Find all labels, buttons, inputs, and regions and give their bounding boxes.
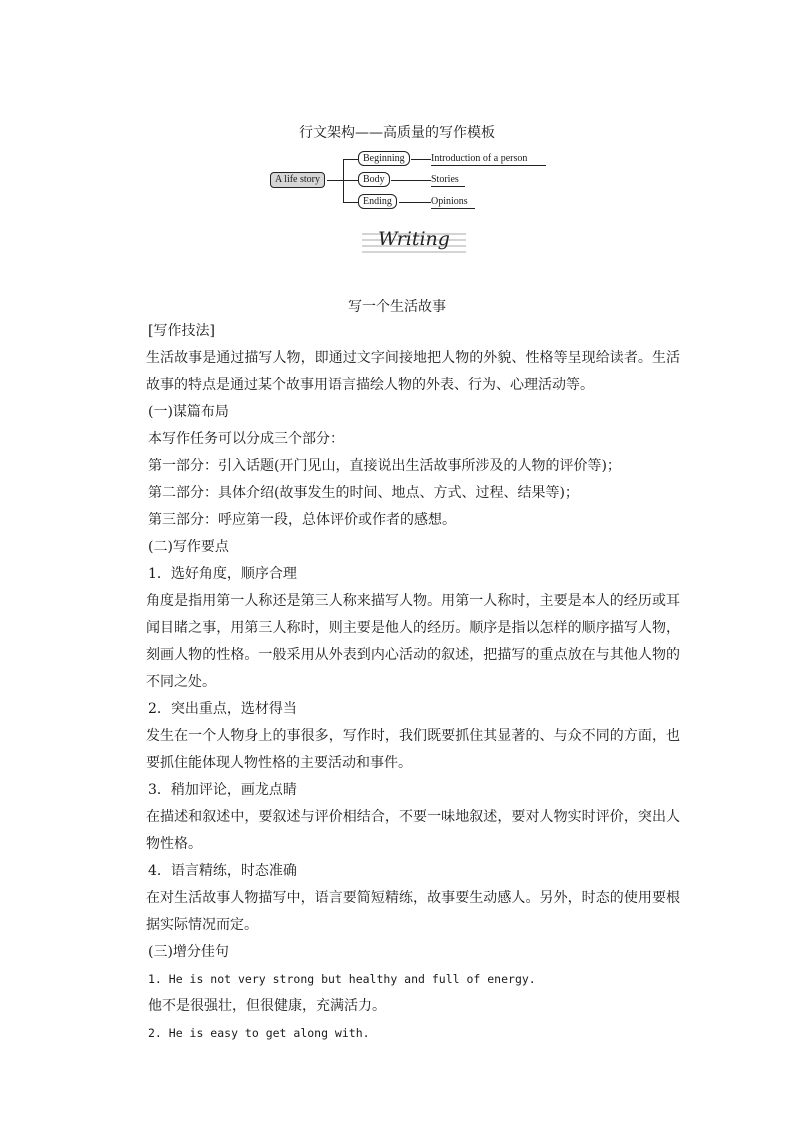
intro-paragraph: 生活故事是通过描写人物，即通过文字间接地把人物的外貌、性格等呈现给读者。生活故事的特点是通过某个故事用语言描绘人物的外表、行为、心理活动等。 (146, 350, 680, 393)
part1-line: 第二部分：具体介绍(故事发生的时间、地点、方式、过程、结果等)； (148, 485, 579, 501)
mindmap-branch-beginning: Beginning (358, 151, 410, 166)
connector-line (343, 180, 358, 181)
sentence-zh: 他不是很强壮，但很健康，充满活力。 (148, 998, 386, 1014)
point-title: 2．突出重点，选材得当 (148, 701, 297, 717)
connector-line (343, 202, 358, 203)
point-text: 发生在一个人物身上的事很多，写作时，我们既要抓住其显著的、与众不同的方面，也要抓住能体现人物性格的主要活动和事件。 (146, 728, 680, 771)
connector-line (343, 159, 358, 160)
section-title: 写一个生活故事 (348, 299, 446, 315)
mindmap-detail-ending: Opinions (431, 196, 468, 207)
connector-line (411, 159, 431, 160)
point-text: 角度是指用第一人称还是第三人称来描写人物。用第一人称时，主要是本人的经历或耳闻目睹之事，用第三人称时，则主要是他人的经历。顺序是指以怎样的顺序描写人物，刻画人物的性格。一般采用从外表到内心活动的叙述，把描写的重点放在与其他人物的不同之处。 (146, 593, 680, 690)
part1-line: 本写作任务可以分成三个部分： (148, 431, 344, 447)
part2-heading: (二)写作要点 (148, 539, 229, 555)
mindmap-detail-beginning: Introduction of a person (431, 153, 528, 164)
writing-logo (362, 226, 466, 256)
point-title: 3．稍加评论，画龙点睛 (148, 782, 297, 798)
part1-line: 第三部分：呼应第一段，总体评价或作者的感想。 (148, 512, 456, 528)
underline (431, 165, 546, 166)
point-text: 在描述和叙述中，要叙述与评价相结合，不要一味地叙述，要对人物实时评价，突出人物性格。 (146, 809, 680, 852)
part1-heading: (一)谋篇布局 (148, 404, 229, 420)
underline (431, 186, 465, 187)
writing-logo-text: Writing (378, 228, 450, 250)
point-text: 在对生活故事人物描写中，语言要简短精练，故事要生动感人。另外，时态的使用要根据实际情况而定。 (146, 890, 680, 933)
sentence-en: 1. He is not very strong but healthy and full of energy. (148, 972, 536, 986)
method-heading: [写作技法] (148, 323, 215, 339)
mindmap-branch-ending: Ending (358, 194, 397, 209)
point-title: 4．语言精练，时态准确 (148, 863, 297, 879)
part1-line: 第一部分：引入话题(开门见山，直接说出生活故事所涉及的人物的评价等)； (148, 458, 621, 474)
underline (431, 208, 475, 209)
point-title: 1．选好角度，顺序合理 (148, 566, 297, 582)
sentence-en: 2. He is easy to get along with. (148, 1026, 370, 1040)
connector-line (391, 180, 431, 181)
connector-line (399, 202, 431, 203)
mindmap-detail-body: Stories (431, 174, 459, 185)
mindmap-branch-body: Body (358, 172, 390, 187)
part3-heading: (三)增分佳句 (148, 944, 229, 960)
connector-line (327, 180, 343, 181)
page-title: 行文架构——高质量的写作模板 (299, 125, 495, 141)
mindmap-root: A life story (270, 172, 325, 188)
article-body (148, 318, 678, 1047)
